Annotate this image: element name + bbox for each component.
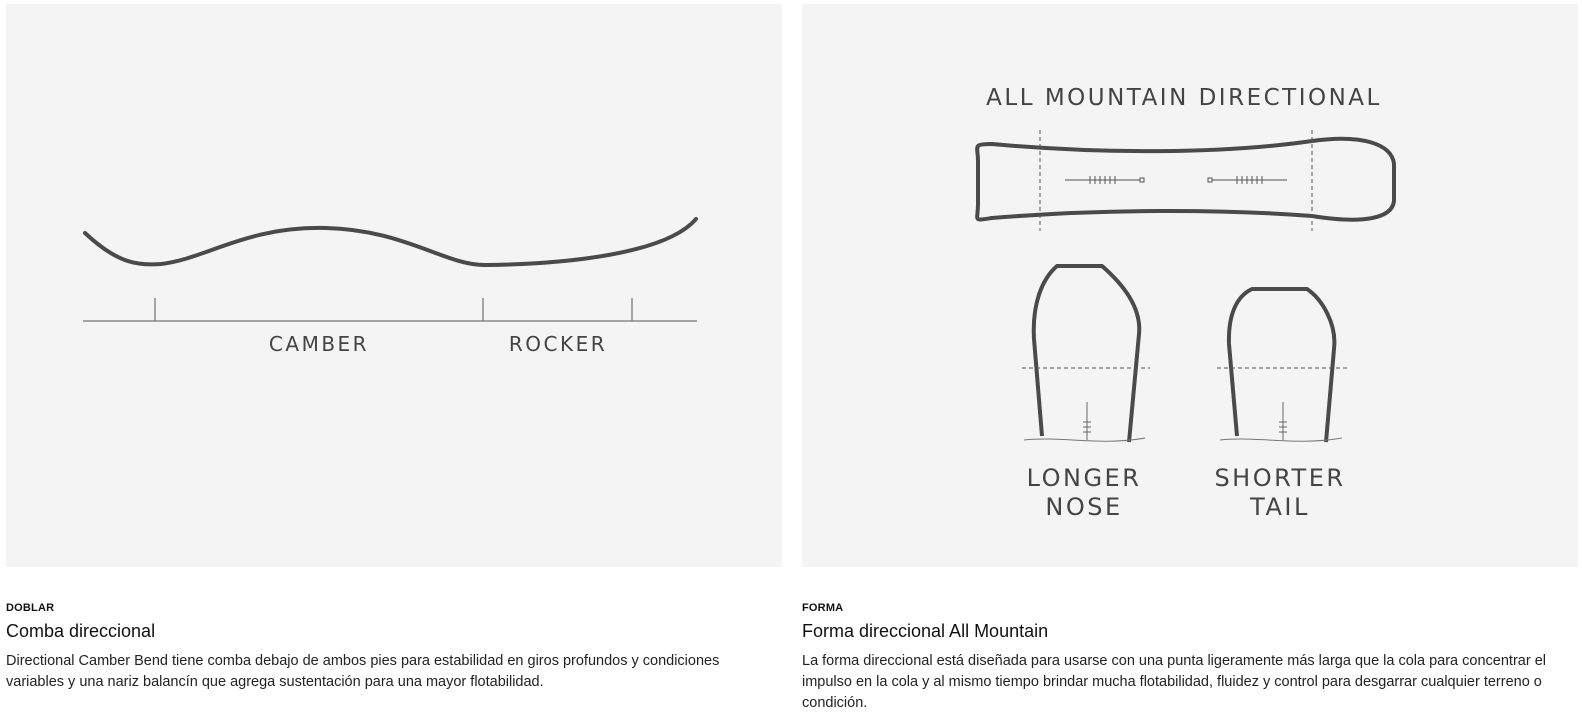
directional-shape-illustration: [802, 4, 1578, 567]
tail-outline: [1229, 289, 1334, 442]
nose-snow-line: [1024, 438, 1145, 441]
rear-binding-inserts: [1208, 176, 1287, 184]
camber-rocker-illustration: [6, 4, 782, 567]
tail-snow-line: [1220, 438, 1342, 441]
bend-description: Directional Camber Bend tiene comba debajo de ambos pies para estabilidad en giros profundos y condiciones variables y una nariz balancín que agrega sustentación para una mayor flotabilidad.: [6, 653, 720, 690]
tail-label-line2: TAIL: [1250, 493, 1310, 521]
board-profile-curve: [85, 219, 696, 265]
tail-label-line1: SHORTER: [1214, 464, 1346, 492]
tail-insert-marks: [1279, 402, 1287, 440]
bend-kicker: DOBLAR: [6, 602, 55, 614]
shape-kicker: FORMA: [802, 602, 844, 614]
bend-title: Comba direccional: [6, 621, 156, 641]
shape-title: Forma direccional All Mountain: [802, 621, 1049, 641]
camber-label: CAMBER: [268, 332, 370, 356]
nose-label-line2: NOSE: [1045, 493, 1123, 521]
front-binding-inserts: [1065, 176, 1144, 184]
nose-insert-marks: [1083, 402, 1091, 440]
shape-card: [802, 0, 1582, 714]
bend-card: [6, 0, 786, 693]
nose-outline: [1034, 266, 1140, 442]
shape-heading: ALL MOUNTAIN DIRECTIONAL: [986, 85, 1382, 111]
shape-diagram: [802, 4, 1578, 567]
rocker-label: ROCKER: [508, 332, 608, 356]
shape-description: La forma direccional está diseñada para usarse con una punta ligeramente más larga que la cola para concentrar el impulso en la cola y al mismo tiempo brindar mucha flotabilidad, fluidez y control para desgarrar cualquier terreno o condición.: [802, 653, 1546, 711]
nose-label-line1: LONGER: [1026, 464, 1142, 492]
bend-diagram: [6, 4, 782, 567]
